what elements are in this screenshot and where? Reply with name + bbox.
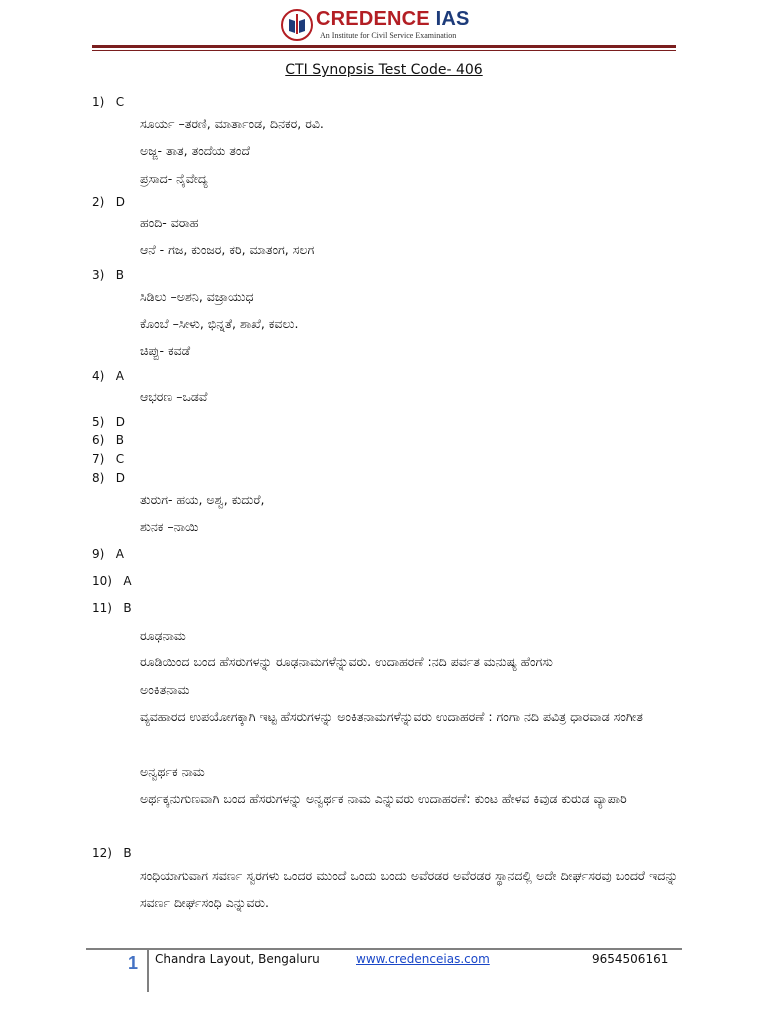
footer-website-link[interactable]: www.credenceias.com: [356, 952, 490, 966]
credence-ias-logo: [280, 8, 480, 44]
brand-tagline: An Institute for Civil Service Examination: [320, 31, 457, 40]
note-heading: ಅನ್ವರ್ಥಕ ನಾಮ: [140, 764, 205, 779]
page-header: [0, 6, 768, 46]
answer-item: 9) A: [92, 547, 124, 561]
note-line: ಶುನಕ –ನಾಯಿ: [140, 519, 199, 534]
answer-item: 6) B: [92, 433, 125, 447]
answer-item: 1) C: [92, 95, 125, 109]
note-line: ಕೊಂಬೆ –ಸೀಳು, ಭಿನ್ನತೆ, ಶಾಖೆ, ಕವಲು.: [140, 316, 299, 331]
page-title: CTI Synopsis Test Code- 406: [285, 62, 483, 78]
note-line: ಪ್ರಸಾದ- ನೈವೇದ್ಯ: [140, 171, 208, 186]
note-line: ತುರುಗ- ಹಯ, ಅಶ್ವ, ಕುದುರೆ,: [140, 492, 265, 507]
answer-item: 12) B: [92, 846, 132, 860]
header-rule-thin: [92, 50, 676, 51]
note-heading: ರೂಢನಾಮ: [140, 628, 186, 643]
note-line: ಅಜ್ಜ- ತಾತ, ತಂದೆಯ ತಂದೆ: [140, 143, 251, 158]
brand-name: CREDENCE IAS: [316, 8, 470, 30]
footer-address: Chandra Layout, Bengaluru: [155, 952, 320, 966]
note-line: ಹಂದಿ- ವರಾಹ: [140, 215, 199, 230]
answer-item: 4) A: [92, 369, 124, 383]
note-line: ಆನೆ - ಗಜ, ಕುಂಜರ, ಕರಿ, ಮಾತಂಗ, ಸಲಗ: [140, 242, 315, 257]
note-line: ಚಿಪ್ಪು- ಕವಡೆ: [140, 343, 191, 358]
answer-item: 7) C: [92, 452, 125, 466]
note-paragraph: ಅರ್ಥಕ್ಕನುಗುಣವಾಗಿ ಬಂದ ಹೆಸರುಗಳನ್ನು ಅನ್ವರ್ಥಕ ನಾಮ ಎನ್ನುವರು ಉದಾಹರಣೆ: ಕುಂಟ ಹೇಳವ ಕಿವುಡ ಕುರುಡ ವ್ಯಾಪಾರಿ: [140, 791, 627, 806]
header-rule-thick: [92, 45, 676, 48]
footer-divider: [147, 950, 149, 992]
answer-item: 11) B: [92, 601, 132, 615]
note-paragraph: ರೂಡಿಯಿಂದ ಬಂದ ಹೆಸರುಗಳನ್ನು ರೂಢನಾಮಗಳೆನ್ನುವರು. ಉದಾಹರಣೆ :ನದಿ ಪರ್ವತ ಮನುಷ್ಯ ಹೆಂಗಸು: [140, 654, 553, 669]
footer-rule: [86, 948, 682, 950]
answer-item: 3) B: [92, 268, 125, 282]
credence-emblem-icon: [280, 8, 314, 42]
page-number: 1: [128, 953, 139, 973]
answer-item: 5) D: [92, 415, 126, 429]
note-heading: ಅಂಕಿತನಾಮ: [140, 682, 190, 697]
answer-item: 2) D: [92, 195, 126, 209]
footer-phone: 9654506161: [592, 952, 669, 966]
note-line: ಆಭರಣ –ಒಡವೆ: [140, 389, 208, 404]
answer-item: 8) D: [92, 471, 126, 485]
note-paragraph: ಸಂಧಿಯಾಗುವಾಗ ಸವರ್ಣ ಸ್ವರಗಳು ಒಂದರ ಮುಂದೆ ಒಂದು ಬಂದು ಅವೆರಡರ ಅವೆರಡರ ಸ್ಥಾನದಲ್ಲಿ ಅದೇ ದೀರ್ಘಸರವು ಬಂದರೆ ಇದನ್ನು ಸವರ್ಣ ದೀರ್ಘಸಂಧಿ ಎನ್ನುವರು.: [140, 868, 678, 910]
answer-item: 10) A: [92, 574, 132, 588]
note-paragraph: ವ್ಯವಹಾರದ ಉಪಯೋಗಕ್ಕಾಗಿ ಇಟ್ಟ ಹೆಸರುಗಳನ್ನು ಅಂಕಿತನಾಮಗಳೆನ್ನುವರು ಉದಾಹರಣೆ : ಗಂಗಾ ನದಿ ಪವಿತ್ರ ಧಾರವಾಡ ಸಂಗೀತ: [140, 709, 643, 724]
note-line: ಸಿಡಿಲು –ಅಶನಿ, ವಜ್ರಾಯುಧ: [140, 289, 254, 304]
note-line: ಸೂರ್ಯ –ತರಣಿ, ಮಾರ್ತಾಂಡ, ದಿನಕರ, ರವಿ.: [140, 116, 324, 131]
